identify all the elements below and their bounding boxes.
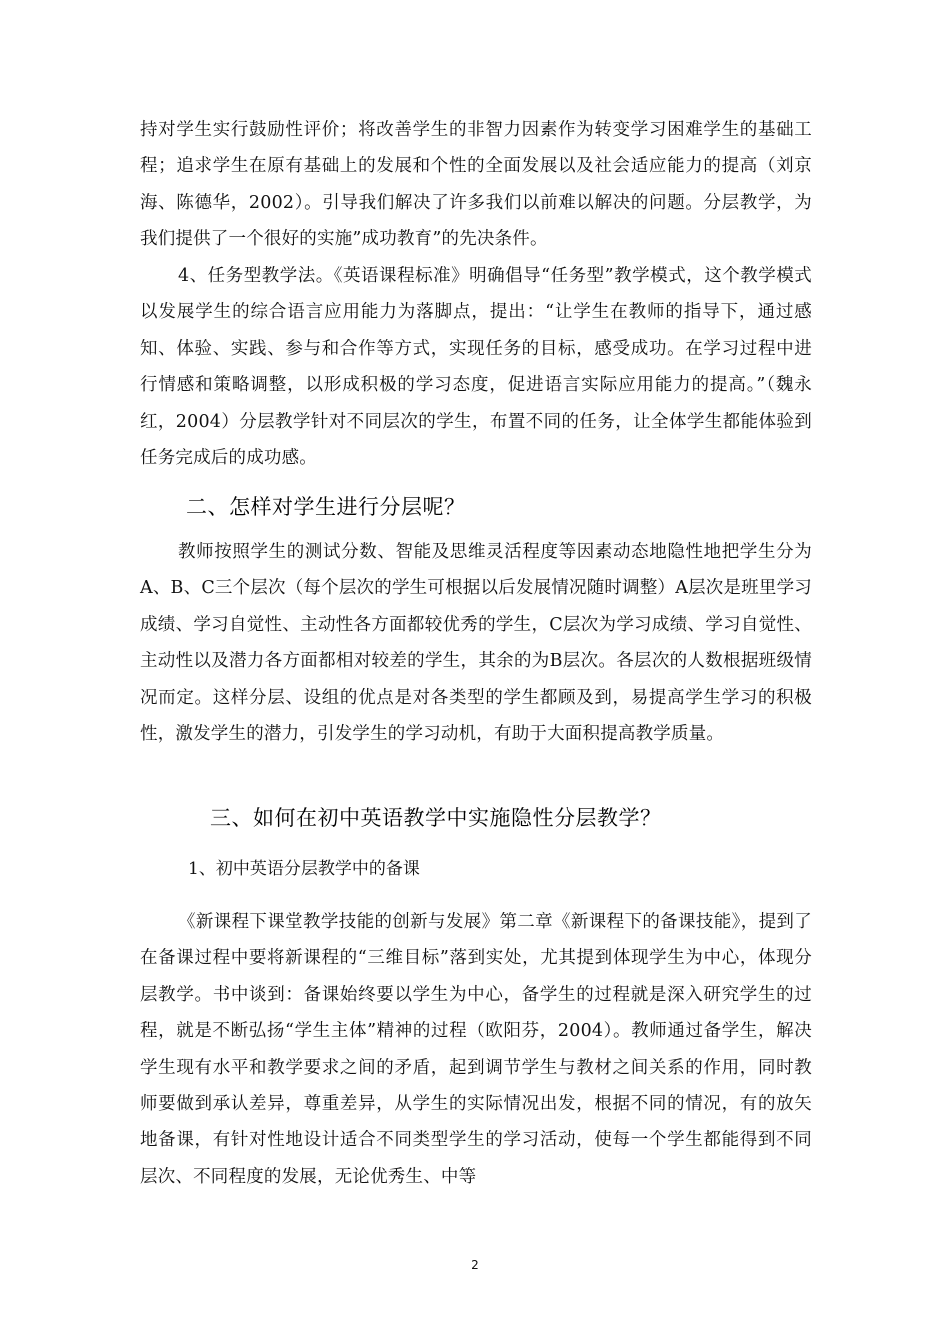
section-heading-how-to-stratify: 二、怎样对学生进行分层呢？ xyxy=(186,495,466,519)
section-heading-implementation: 三、如何在初中英语教学中实施隐性分层教学？ xyxy=(210,806,662,830)
paragraph-encouragement-evaluation: 持对学生实行鼓励性评价；将改善学生的非智力因素作为转变学习困难学生的基础工程；追求学生在原有基础上的发展和个性的全面发展以及社会适应能力的提高（刘京海、陈德华，2002）。引导我们解决了许多我们以前难以解决的问题。分层教学，为我们提供了一个很好的实施”成功教育”的先决条件。 xyxy=(140,120,812,250)
page-number: 2 xyxy=(471,1258,479,1272)
paragraph-lesson-preparation: 《新课程下课堂教学技能的创新与发展》第二章《新课程下的备课技能》，提到了在备课过程中要将新课程的“三维目标”落到实处，尤其提到体现学生为中心，体现分层教学。书中谈到：备课始终要以学生为中心，备学生的过程就是深入研究学生的过程，就是不断弘扬“学生主体”精神的过程（欧阳芬，2004）。教师通过备学生，解决学生现有水平和教学要求之间的矛盾，起到调节学生与教材之间关系的作用，同时教师要做到承认差异，尊重差异，从学生的实际情况出发，根据不同的情况，有的放矢地备课，有针对性地设计适合不同类型学生的学习活动，使每一个学生都能得到不同层次、不同程度的发展，无论优秀生、中等 xyxy=(140,912,812,1187)
paragraph-task-based-teaching: 4、任务型教学法。《英语课程标准》明确倡导“任务型”教学模式，这个教学模式以发展学生的综合语言应用能力为落脚点，提出：“让学生在教师的指导下，通过感知、体验、实践、参与和合作等方式，实现任务的目标，感受成功。在学习过程中进行情感和策略调整，以形成积极的学习态度，促进语言实际应用能力的提高。”（魏永红，2004）分层教学针对不同层次的学生，布置不同的任务，让全体学生都能体验到任务完成后的成功感。 xyxy=(140,266,812,469)
subheading-lesson-preparation: 1、初中英语分层教学中的备课 xyxy=(188,859,420,879)
paragraph-stratification-method: 教师按照学生的测试分数、智能及思维灵活程度等因素动态地隐性地把学生分为A、B、C三个层次（每个层次的学生可根据以后发展情况随时调整）A层次是班里学习成绩、学习自觉性、主动性各方面都较优秀的学生，C层次为学习成绩、学习自觉性、主动性以及潜力各方面都相对较差的学生，其余的为B层次。各层次的人数根据班级情况而定。这样分层、设组的优点是对各类型的学生都顾及到，易提高学生学习的积极性，激发学生的潜力，引发学生的学习动机，有助于大面积提高教学质量。 xyxy=(140,542,812,745)
